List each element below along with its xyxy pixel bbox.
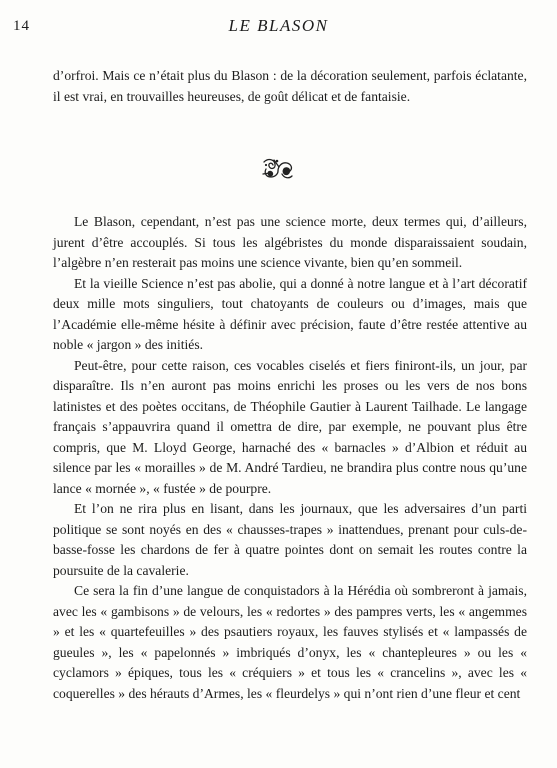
- paragraph: Le Blason, cependant, n’est pas une science morte, deux termes qui, d’ailleurs, jurent d’être accouplés. Si tous les algébristes du monde disparaissaient soudain, l’algèbre n’en resterait pas moins une science vivante, bien qu’en sommeil.: [53, 214, 527, 270]
- fleuron-icon: [260, 156, 296, 182]
- paragraph: Et la vieille Science n’est pas abolie, qui a donné à notre langue et à l’art décoratif deux mille mots singuliers, tout chatoyants de couleurs ou d’images, mais que l’Académie elle-même hésite à définir avec précision, faute d’être restée attentive au noble « jargon » des initiés.: [53, 275, 527, 352]
- paragraph: Ce sera la fin d’une langue de conquistadors à la Hérédia où sombreront à jamais, avec les « gambisons » de velours, les « redortes » des pampres verts, les « angemmes » et les « quartefeuilles » des psautiers royaux, les fauves stylisés et « lampassés de gueules », les « papelonnés » imbriqués d’onyx, les « chantepleures » ou les « cyclamors » épiques, tous les « créquiers » et tous les « crancelins », avec les « coquerelles » des hérauts d’Armes, les « fleurdelys » qui n’ont rien d’une fleur et cent: [53, 583, 527, 701]
- intro-text: [53, 66, 527, 107]
- running-title: LE BLASON: [228, 16, 329, 35]
- paragraph: Peut-être, pour cette raison, ces vocables ciselés et fiers finiront-ils, un jour, par disparaître. Ils n’en auront pas moins enrichi les proses ou les vers de nos bons latinistes et des poètes occitans, de Théophile Gautier à Laurent Tailhade. Le langage français s’appauvrira quand il omettra de dire, par exemple, ne pouvant plus être compris, que M. Lloyd George, harnaché des « barnacles » d’Albion et réduit au silence par les « morailles » de M. André Tardieu, ne brandira plus contre nous qu’une lance « mornée », « fustée » de pourpre.: [53, 357, 527, 496]
- paragraph: Et l’on ne rira plus en lisant, dans les journaux, que les adversaires d’un parti politique se sont noyés en des « chausses-trapes » inattendues, prenant pour culs-de-basse-fosse les chardons de fer à quatre pointes dont on semait les routes contre la poursuite de la cavalerie.: [53, 501, 527, 578]
- page-number: 14: [13, 18, 30, 34]
- body-text: [53, 212, 527, 704]
- paragraph: d’orfroi. Mais ce n’était plus du Blason : de la décoration seulement, parfois éclatante, il est vrai, en trouvailles heureuses, de goût délicat et de fantaisie.: [53, 68, 527, 104]
